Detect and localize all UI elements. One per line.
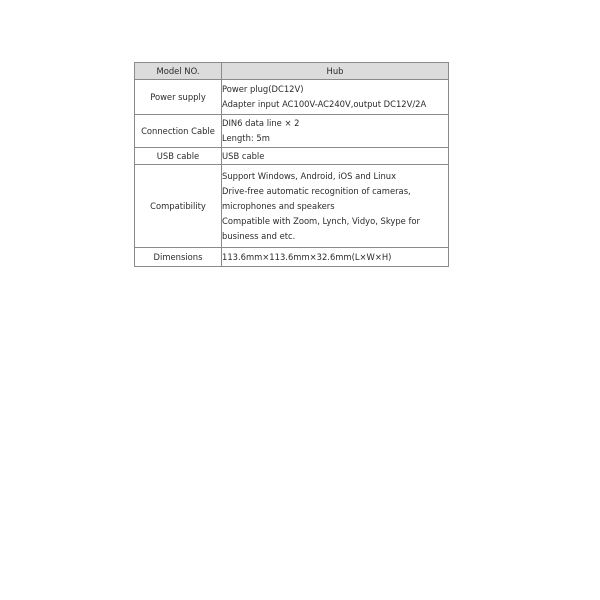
value-line: Drive-free automatic recognition of cameras, bbox=[222, 185, 411, 196]
row-label-dimensions: Dimensions bbox=[135, 248, 222, 267]
table-row bbox=[135, 115, 449, 148]
value-line: DIN6 data line × 2 bbox=[222, 118, 300, 128]
value-line: USB cable bbox=[222, 150, 265, 161]
row-label-power-supply: Power supply bbox=[135, 80, 222, 115]
table-row bbox=[135, 248, 449, 267]
value-line: Adapter input AC100V-AC240V,output DC12V/2A bbox=[222, 99, 427, 109]
row-value-connection-cable bbox=[222, 115, 449, 148]
header-model-value: Hub bbox=[222, 63, 449, 80]
row-value-usb-cable bbox=[222, 148, 449, 165]
row-value-dimensions bbox=[222, 248, 449, 267]
row-value-power-supply bbox=[222, 80, 449, 115]
table-row bbox=[135, 148, 449, 165]
table-row bbox=[135, 165, 449, 248]
value-line: Length: 5m bbox=[222, 133, 270, 143]
table-row bbox=[135, 80, 449, 115]
value-line: Power plug(DC12V) bbox=[222, 84, 304, 94]
table-header-row bbox=[135, 63, 449, 80]
value-line: Support Windows, Android, iOS and Linux bbox=[222, 170, 397, 181]
value-line: Compatible with Zoom, Lynch, Vidyo, Skype for bbox=[222, 215, 421, 226]
value-line: business and etc. bbox=[222, 230, 296, 241]
header-model-no: Model NO. bbox=[135, 63, 222, 80]
value-line: 113.6mm×113.6mm×32.6mm(L×W×H) bbox=[222, 251, 392, 262]
row-label-compatibility: Compatibility bbox=[135, 165, 222, 248]
row-label-usb-cable: USB cable bbox=[135, 148, 222, 165]
spec-table bbox=[134, 62, 449, 267]
value-line: microphones and speakers bbox=[222, 200, 335, 211]
row-label-connection-cable: Connection Cable bbox=[135, 115, 222, 148]
row-value-compatibility bbox=[222, 165, 449, 248]
